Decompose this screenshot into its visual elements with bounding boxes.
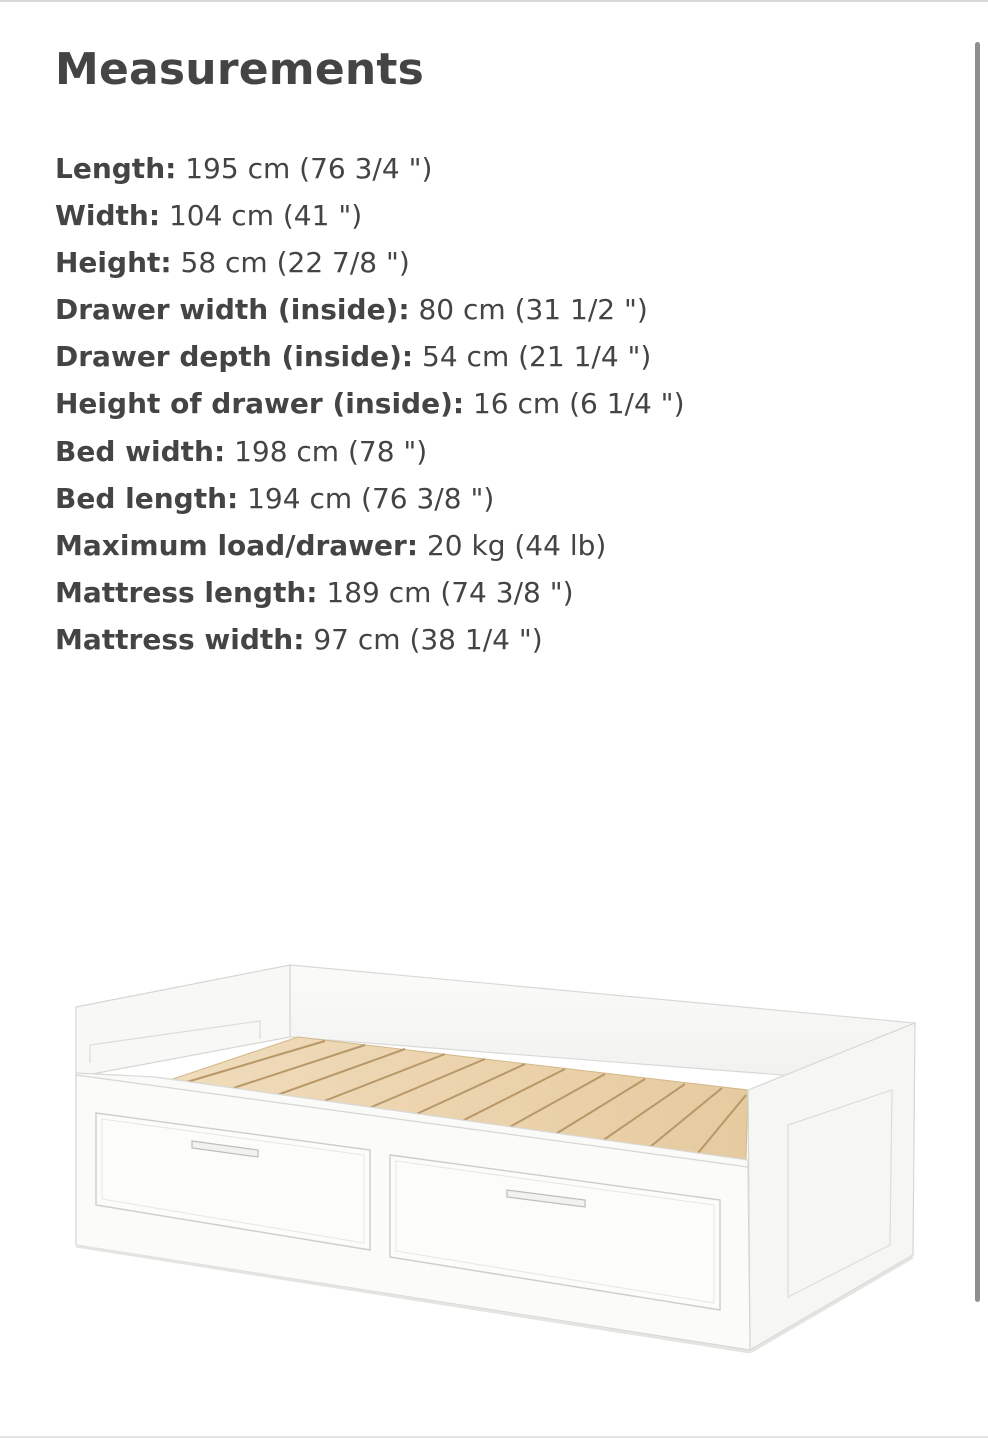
measurement-row [55,522,685,569]
measurement-row [55,286,685,333]
measurement-row [55,239,685,286]
measurement-label: Width: [55,199,161,233]
measurement-value: 195 cm (76 3/4 ") [185,152,433,185]
measurement-row [55,380,685,427]
measurement-row [55,145,685,192]
measurement-value: 80 cm (31 1/2 ") [418,293,648,327]
measurement-row [55,475,685,522]
measurement-row [55,192,685,239]
measurement-row [55,333,685,380]
vertical-scrollbar[interactable] [973,42,982,1304]
measurement-label: Drawer width (inside): [55,293,410,327]
bottom-divider [0,1436,988,1438]
measurement-value: 189 cm (74 3/8 ") [326,575,574,609]
measurement-label: Height: [55,246,172,280]
scrollbar-thumb[interactable] [975,42,980,1302]
measurement-label: Height of drawer (inside): [55,387,465,421]
measurement-label: Maximum load/drawer: [55,528,419,562]
measurement-label: Mattress length: [55,575,318,609]
measurement-value: 58 cm (22 7/8 ") [180,246,410,280]
measurement-label: Length: [55,152,177,185]
measurement-label: Bed length: [55,481,239,515]
measurement-label: Bed width: [55,434,226,468]
measurement-value: 104 cm (41 ") [168,199,363,233]
measurement-row [55,616,685,663]
measurement-label: Mattress width: [55,622,305,656]
measurement-value: 20 kg (44 lb) [426,528,607,562]
measurement-value: 97 cm (38 1/4 ") [313,622,543,656]
measurement-value: 16 cm (6 1/4 ") [472,387,685,421]
measurement-value: 194 cm (76 3/8 ") [247,481,495,515]
measurement-value: 198 cm (78 ") [234,434,428,468]
measurement-label: Drawer depth (inside): [55,340,414,374]
page-title: Measurements [55,44,425,95]
measurement-row [55,428,685,475]
top-divider [0,0,988,2]
measurement-row [55,569,685,616]
measurement-value: 54 cm (21 1/4 ") [422,340,652,374]
daybed-product-image [60,945,930,1365]
measurements-list [55,145,685,663]
